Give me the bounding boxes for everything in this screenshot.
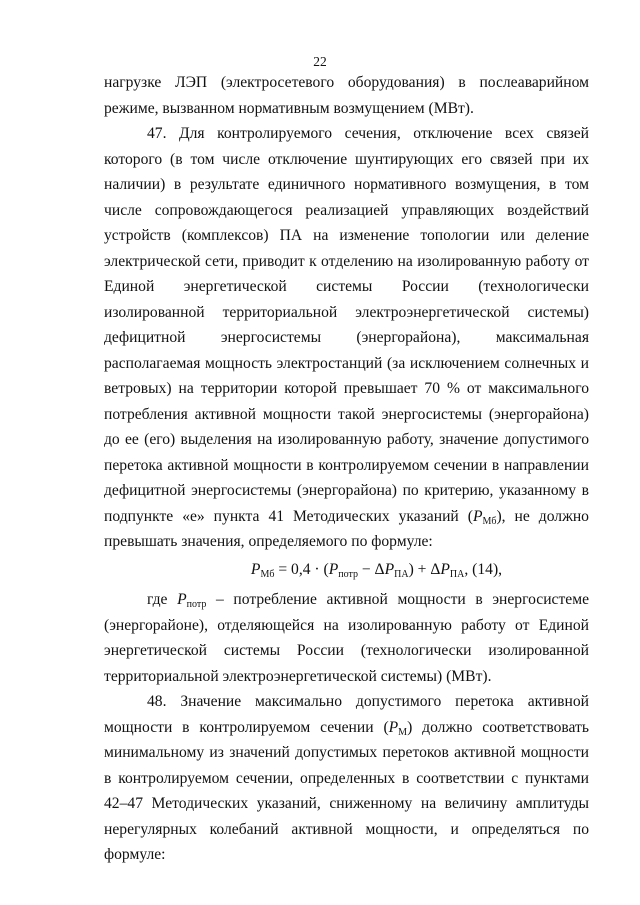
symbol-subscript: М bbox=[398, 726, 408, 738]
formula-operator: = 0,4 · ( bbox=[274, 560, 329, 578]
formula-number: , (14), bbox=[464, 560, 503, 578]
symbol-subscript: Мб bbox=[482, 515, 497, 527]
paragraph-47-text: 47. Для контролируемого сечения, отключение всех связей которого (в том числе отключение шунтирующих его связей при их наличии) в результате единичного нормативного возмущения, в том числе сопровождающегося реализацией управляющих воздействий устройств (комплексов) ПА на изменение топологии или деление электрической сети, приводит к отделению на изолированную работу от Единой энергетической системы России (технологически изолированной территориальной электроэнергетической системы) дефицитной энергосистемы (энергорайона), максимальная располагаемая мощность электростанций (за исключением солнечных и ветровых) на территории которой превышает 70 % от максимального потребления активной мощности такой энергосистемы (энергорайона) до ее (его) выделения на изолированную работу, значение допустимого перетока активной мощности в контролируемом сечении в направлении дефицитной энергосистемы (энергорайона) по критерию, указанному в подпункте «е» пункта 41 Методических указаний ( bbox=[104, 125, 589, 525]
page-number: 22 bbox=[313, 54, 327, 69]
formula-subscript: потр bbox=[338, 568, 358, 580]
paragraph-where bbox=[104, 587, 589, 689]
formula-symbol: P bbox=[384, 560, 395, 578]
formula-symbol: P bbox=[250, 560, 261, 578]
paragraph-47-tail: ), не должно превышать значения, определяемого по формуле: bbox=[104, 507, 589, 550]
formula-operator: ) + Δ bbox=[408, 560, 441, 578]
paragraph-48-tail: ) должно соответствовать минимальному из значений допустимых перетоков активной мощности в контролируемом сечении, определенных в соответствии с пунктами 42–47 Методических указаний, сниженному на величину амплитуды нерегулярных колебаний активной мощности, и определяться по формуле: bbox=[104, 718, 589, 863]
symbol-p: P bbox=[472, 507, 483, 525]
formula-subscript: ПА bbox=[449, 568, 465, 580]
paragraph-48 bbox=[104, 689, 589, 868]
formula-operator: − Δ bbox=[357, 560, 385, 578]
formula-subscript: ПА bbox=[394, 568, 409, 580]
formula-symbol: P bbox=[440, 560, 450, 578]
document-body bbox=[104, 70, 589, 868]
where-tail: – потребление активной мощности в энергосистеме (энергорайоне), отделяющейся на изолированную работу от Единой энергетической системы России (технологически изолированной территориальной электроэнергетической системы) (МВт). bbox=[104, 591, 589, 685]
paragraph-47 bbox=[104, 121, 589, 555]
paragraph-48-text: 48. Значение максимально допустимого перетока активной мощности в контролируемом сечении ( bbox=[104, 693, 589, 736]
formula-14 bbox=[104, 557, 589, 583]
where-text: где bbox=[147, 591, 178, 608]
formula-symbol: P bbox=[328, 560, 339, 578]
formula-subscript: Мб bbox=[260, 568, 275, 580]
symbol-p: P bbox=[388, 718, 399, 736]
paragraph-continuation: нагрузке ЛЭП (электросетевого оборудования) в послеаварийном режиме, вызванном нормативным возмущением (МВт). bbox=[104, 74, 589, 117]
symbol-subscript: потр bbox=[186, 599, 207, 610]
symbol-p: P bbox=[177, 591, 187, 608]
